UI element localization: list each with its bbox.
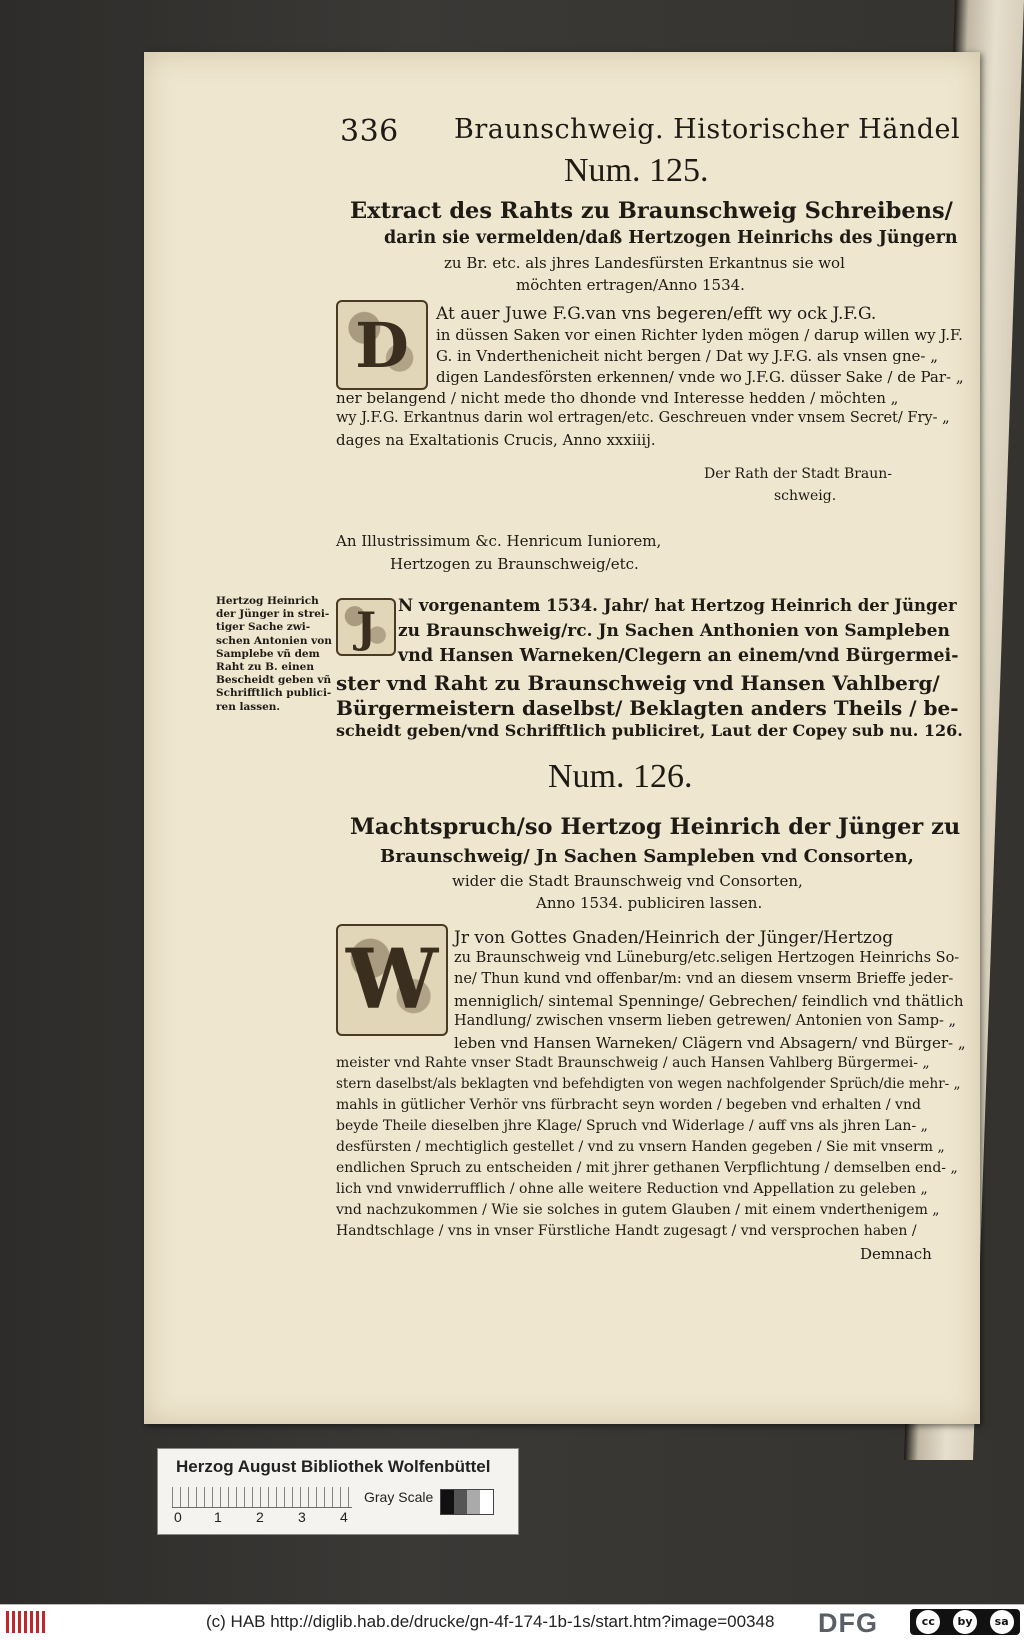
- marginal-note-line: Bescheidt geben vñ: [216, 674, 332, 687]
- num-125-body-line: digen Landesförsten erkennen/ vnde wo J.F.G. düsser Sake / de Par- „: [436, 368, 964, 386]
- num-126-title-line: Anno 1534. publiciren lassen.: [536, 894, 763, 912]
- citation-link[interactable]: (c) HAB http://diglib.hab.de/drucke/gn-4f-174-1b-1s/start.htm?image=00348: [206, 1612, 775, 1631]
- ruler-number: 0: [174, 1509, 182, 1525]
- num-126-body-line: ne/ Thun kund vnd offenbar/m: vnd an diesem vnserm Brieffe jeder-: [454, 971, 954, 987]
- address-line: An Illustrissimum &c. Henricum Iuniorem,: [336, 532, 662, 550]
- num-125-body-line: dages na Exaltationis Crucis, Anno xxxiiij.: [336, 431, 656, 449]
- num-126-body-line: endlichen Spruch zu entscheiden / mit jhrer gethanen Verpflichtung / demselben end- „: [336, 1160, 958, 1176]
- by-icon: by: [953, 1610, 977, 1634]
- num-126-heading: Num. 126.: [548, 758, 693, 795]
- page-number: 336: [340, 114, 399, 149]
- num-125-body-line: At auer Juwe F.G.van vns begeren/efft wy ock J.F.G.: [436, 304, 877, 324]
- num-126-body-line: leben vnd Hansen Warneken/ Clägern vnd Absagern/ vnd Bürger- „: [454, 1034, 966, 1052]
- marginal-note-line: tiger Sache zwi-: [216, 621, 311, 634]
- license-badge[interactable]: [910, 1609, 1020, 1635]
- library-name: Herzog August Bibliothek Wolfenbüttel: [176, 1457, 491, 1476]
- num-125-body-line: wy J.F.G. Erkantnus darin wol ertragen/etc. Geschreuen vnder vnsem Secret/ Fry- „: [336, 410, 950, 426]
- ruler-number: 1: [214, 1509, 222, 1525]
- hab-logo-icon: [6, 1611, 46, 1633]
- running-title: Braunschweig. Historischer Händel: [454, 114, 961, 145]
- num-126-body-line: meister vnd Rahte vnser Stadt Braunschweig / auch Hansen Vahlberg Bürgermei- „: [336, 1055, 930, 1071]
- viewer-footer: [0, 1604, 1024, 1640]
- num-126-body-line: lich vnd vnwiderrufflich / ohne alle weitere Reduction vnd Appellation zu geleben „: [336, 1181, 928, 1197]
- signature-line: schweig.: [774, 488, 837, 504]
- num-126-body-line: vnd nachzukommen / Wie sie solches in gutem Glauben / mit einem vnderthenigem „: [336, 1202, 940, 1218]
- drop-cap-ornament: J: [336, 598, 396, 656]
- color-calibration-bar: [157, 1448, 519, 1535]
- marginal-note: [216, 595, 332, 714]
- num-125-title-line: darin sie vermelden/daß Hertzogen Heinrichs des Jüngern: [384, 228, 958, 248]
- num-125-body-line: in düssen Saken vor einen Richter lyden mögen / darup willen wy J.F.: [436, 326, 963, 344]
- catchword: Demnach: [860, 1245, 932, 1263]
- num-125-heading: Num. 125.: [564, 152, 709, 189]
- section-2-body-line: vnd Hansen Warneken/Clegern an einem/vnd Bürgermei-: [398, 646, 959, 666]
- marginal-note-line: Raht zu B. einen: [216, 661, 314, 674]
- marginal-note-line: Samplebe vñ dem: [216, 647, 320, 660]
- num-126-body-line: mahls in gütlicher Verhör vns fürbracht seyn worden / begeben vnd erhalten / vnd: [336, 1097, 921, 1113]
- gray-scale-swatch: [440, 1489, 494, 1515]
- scale-ruler: [172, 1487, 352, 1508]
- ruler-number: 2: [256, 1509, 264, 1525]
- section-2-body-line: Bürgermeistern daselbst/ Beklagten anders Theils / be-: [336, 696, 959, 720]
- section-2-body-line: N vorgenantem 1534. Jahr/ hat Hertzog Heinrich der Jünger: [398, 596, 957, 615]
- signature-line: Der Rath der Stadt Braun-: [704, 466, 893, 482]
- num-125-title-line: möchten ertragen/Anno 1534.: [516, 276, 745, 294]
- marginal-note-line: der Jünger in strei-: [216, 608, 330, 621]
- num-125-body-line: ner belangend / nicht mede tho dhonde vnd Interesse hedden / möchten „: [336, 389, 899, 407]
- num-126-title-line: Braunschweig/ Jn Sachen Sampleben vnd Consorten,: [380, 846, 914, 867]
- num-126-body-line: Handlung/ zwischen vnserm lieben getrewen/ Antonien von Samp- „: [454, 1013, 957, 1029]
- drop-cap-ornament: D: [336, 300, 428, 390]
- num-126-body-line: stern daselbst/als beklagten vnd befehdigten von wegen nachfolgender Sprüch/die mehr- „: [336, 1076, 961, 1092]
- ruler-number: 4: [340, 1509, 348, 1525]
- num-126-body-line: beyde Theile dieselben jhre Klage/ Spruch vnd Widerlage / auff vns als jhren Lan- „: [336, 1118, 928, 1134]
- num-125-body-line: G. in Vnderthenicheit nicht bergen / Dat wy J.F.G. als vnsen gne- „: [436, 347, 938, 365]
- section-2-body-line: zu Braunschweig/rc. Jn Sachen Anthonien von Sampleben: [398, 621, 950, 641]
- num-125-title-line: Extract des Rahts zu Braunschweig Schreibens/: [350, 198, 953, 224]
- cc-icon: cc: [916, 1610, 940, 1634]
- marginal-note-line: Hertzog Heinrich: [216, 595, 319, 607]
- section-2-body-line: ster vnd Raht zu Braunschweig vnd Hansen Vahlberg/: [336, 671, 940, 695]
- num-126-body-line: zu Braunschweig vnd Lüneburg/etc.seligen Hertzogen Heinrichs So-: [454, 950, 960, 966]
- num-126-body-line: Handtschlage / vns in vnser Fürstliche Handt zugesagt / vnd versprochen haben /: [336, 1223, 917, 1239]
- num-125-title-line: zu Br. etc. als jhres Landesfürsten Erkantnus sie wol: [444, 254, 845, 272]
- section-2-body-line: scheidt geben/vnd Schrifftlich publiciret, Laut der Copey sub nu. 126.: [336, 721, 963, 740]
- book-page: [144, 52, 980, 1424]
- ruler-number: 3: [298, 1509, 306, 1525]
- gray-scale-label: Gray Scale: [364, 1489, 434, 1505]
- marginal-note-line: Schrifftlich publici-: [216, 687, 332, 700]
- dfg-logo[interactable]: DFG: [818, 1608, 878, 1638]
- num-126-body-line: menniglich/ sintemal Spenninge/ Gebrechen/ feindlich vnd thätlich: [454, 992, 964, 1010]
- marginal-note-line: schen Antonien von: [216, 634, 332, 647]
- marginal-note-line: ren lassen.: [216, 700, 281, 713]
- num-126-title-line: Machtspruch/so Hertzog Heinrich der Jünger zu: [350, 814, 961, 840]
- drop-cap-ornament: W: [336, 924, 448, 1036]
- num-126-body-line: desfürsten / mechtiglich gestellet / vnd zu vnsern Handen gegeben / Sie mit vnserm „: [336, 1139, 945, 1155]
- sa-icon: sa: [990, 1610, 1014, 1634]
- address-line: Hertzogen zu Braunschweig/etc.: [390, 555, 639, 573]
- num-126-body-line: Jr von Gottes Gnaden/Heinrich der Jünger/Hertzog: [454, 928, 894, 948]
- num-126-title-line: wider die Stadt Braunschweig vnd Consorten,: [452, 872, 803, 890]
